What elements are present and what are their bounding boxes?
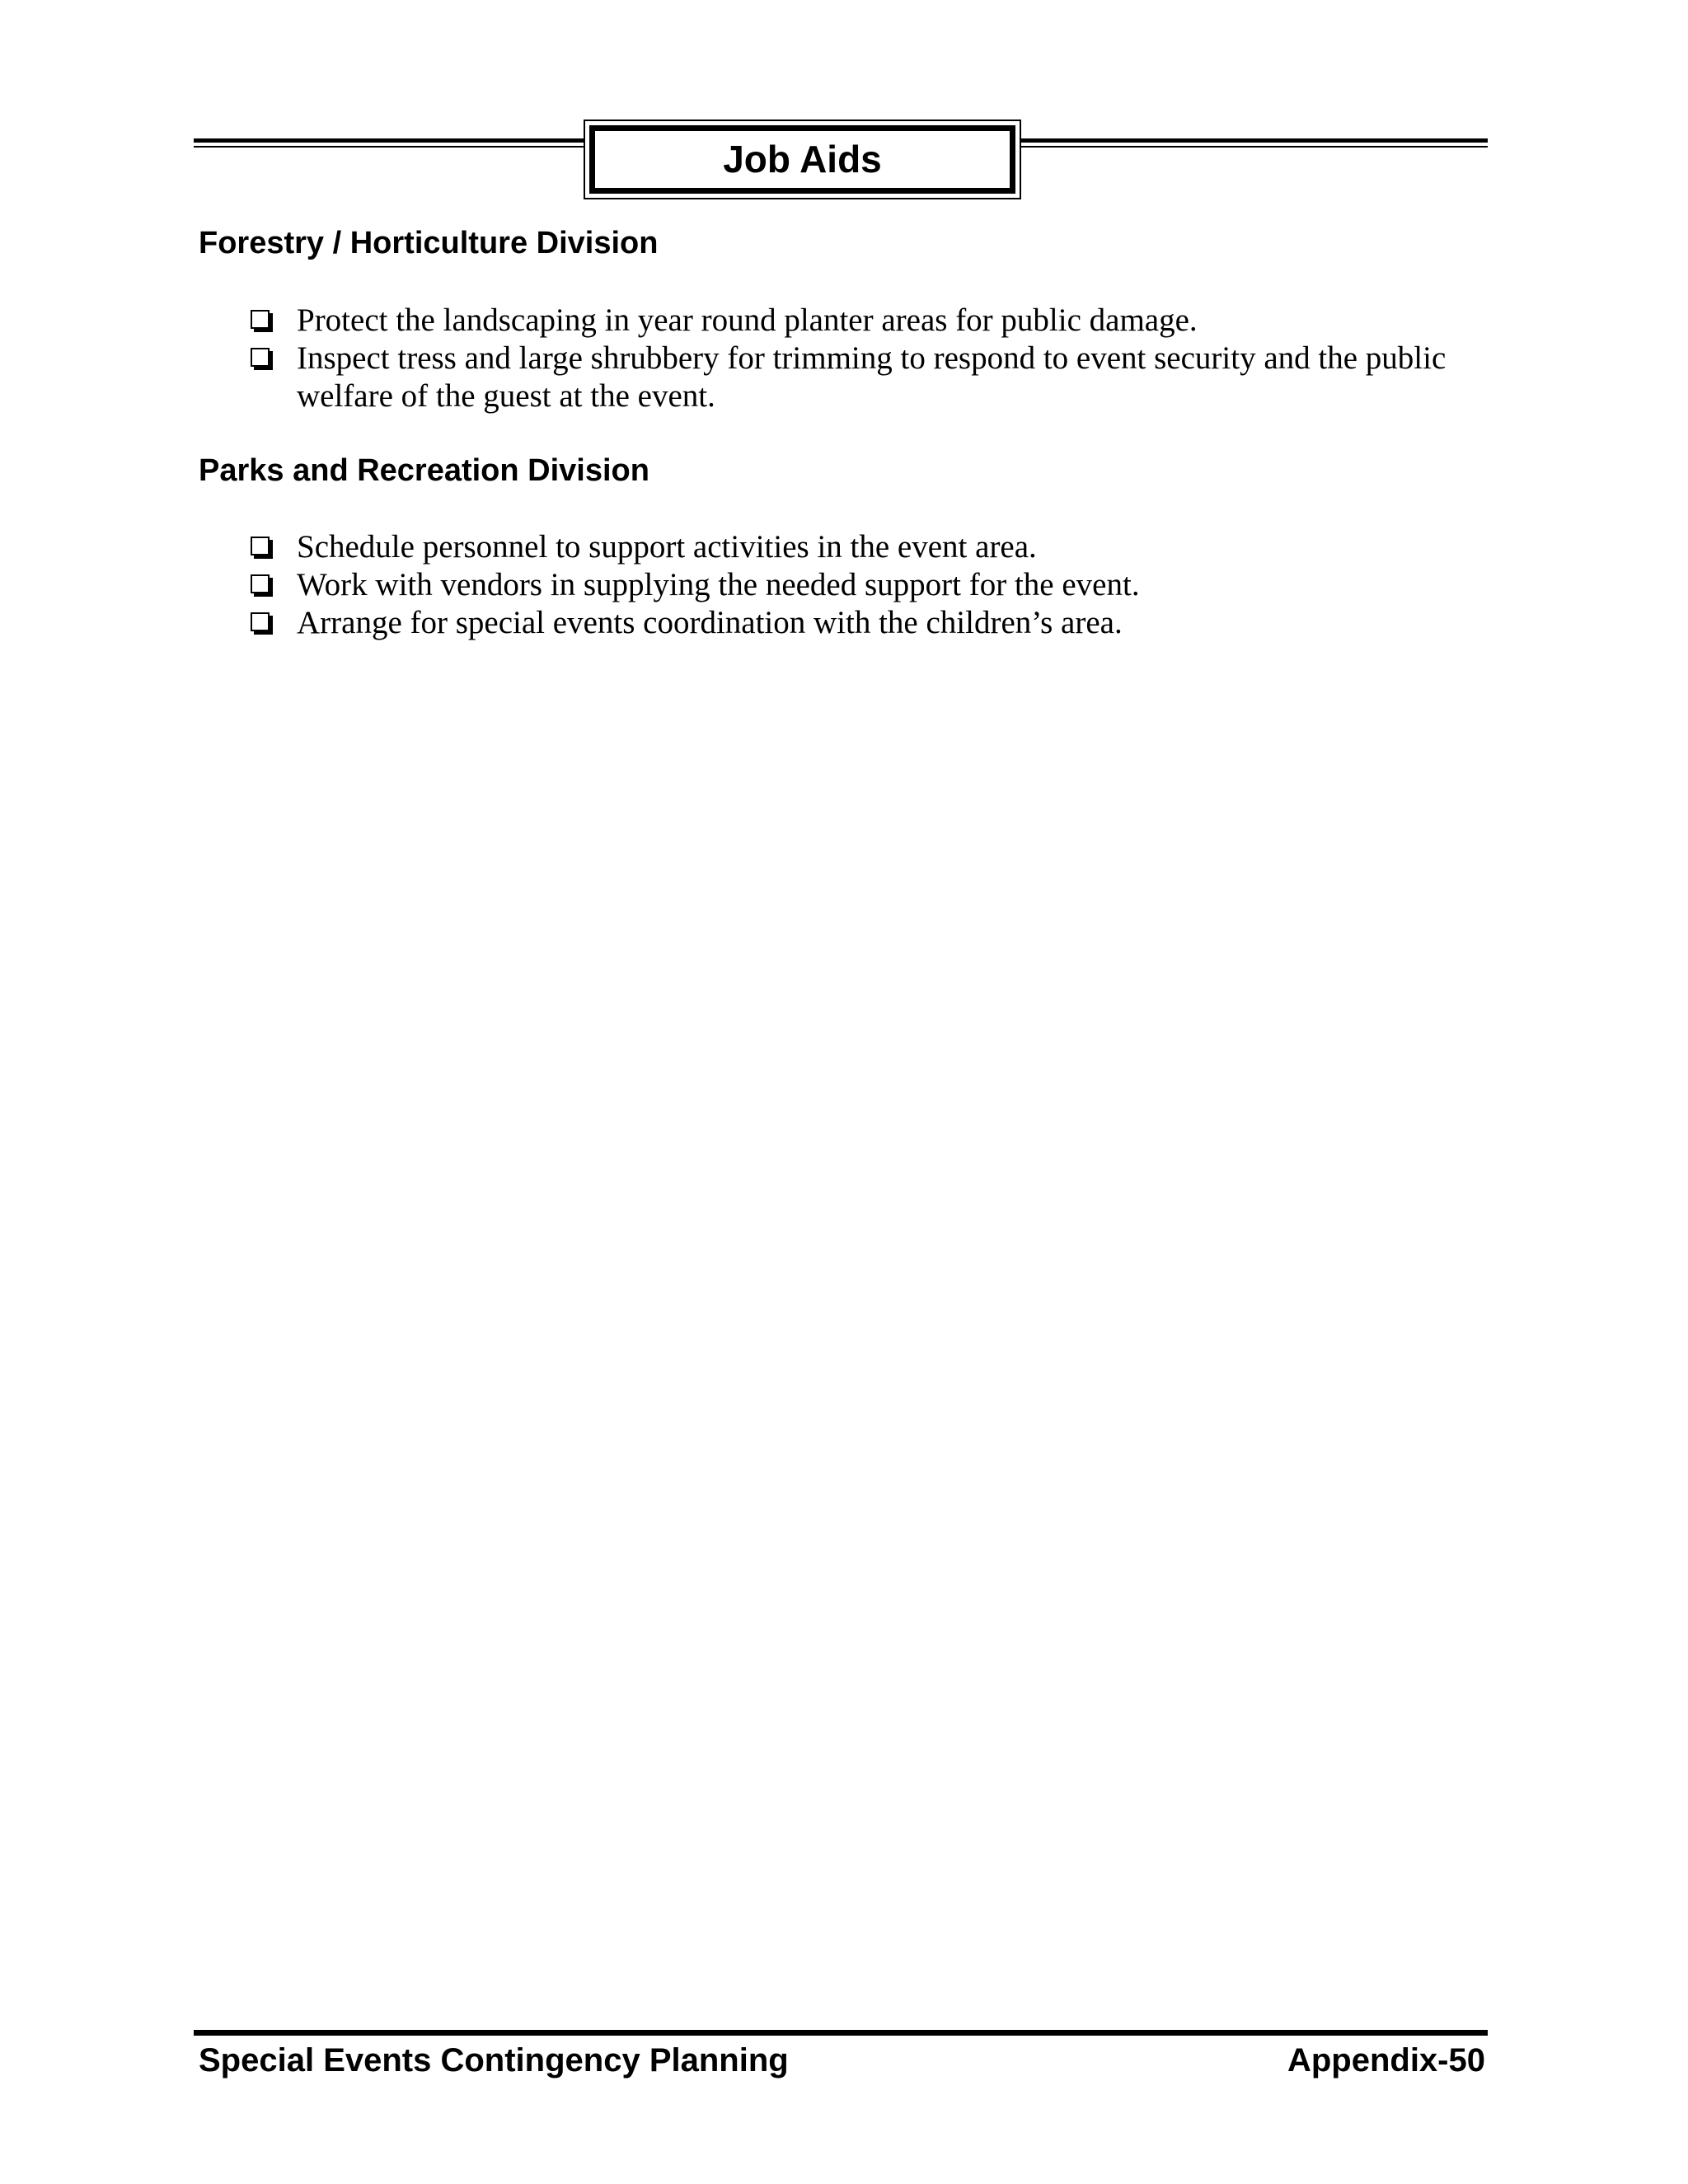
header-rule-right [1020, 138, 1488, 148]
list-item-text: Work with vendors in supplying the needed support for the event. [297, 567, 1140, 602]
header-rule-left [194, 138, 585, 148]
checkbox-icon [251, 574, 270, 593]
checklist-forestry [0, 302, 1492, 415]
list-item-text: Schedule personnel to support activities in the event area. [297, 529, 1037, 565]
title-box [584, 120, 1021, 199]
list-item [0, 528, 1492, 566]
list-item-text: Inspect tress and large shrubbery for trimming to respond to event security and the public welfare of the guest at the event. [297, 340, 1447, 414]
footer-rule [194, 2030, 1488, 2036]
footer-page-number: Appendix-50 [1287, 2042, 1485, 2079]
list-item [0, 302, 1492, 340]
checkbox-icon [251, 348, 270, 367]
page-title: Job Aids [723, 137, 882, 180]
list-item-text: Arrange for special events coordination with the children’s area. [297, 605, 1123, 640]
list-item [0, 604, 1492, 642]
section-heading-parks: Parks and Recreation Division [199, 453, 649, 488]
footer-document-title: Special Events Contingency Planning [199, 2042, 789, 2079]
list-item-text: Protect the landscaping in year round planter areas for public damage. [297, 302, 1198, 338]
checklist-parks [0, 528, 1492, 642]
list-item [0, 566, 1492, 604]
checkbox-icon [251, 612, 270, 631]
checkbox-icon [251, 310, 270, 329]
list-item [0, 340, 1492, 415]
checkbox-icon [251, 537, 270, 555]
section-heading-forestry: Forestry / Horticulture Division [199, 226, 659, 260]
title-box-inner [589, 125, 1015, 194]
